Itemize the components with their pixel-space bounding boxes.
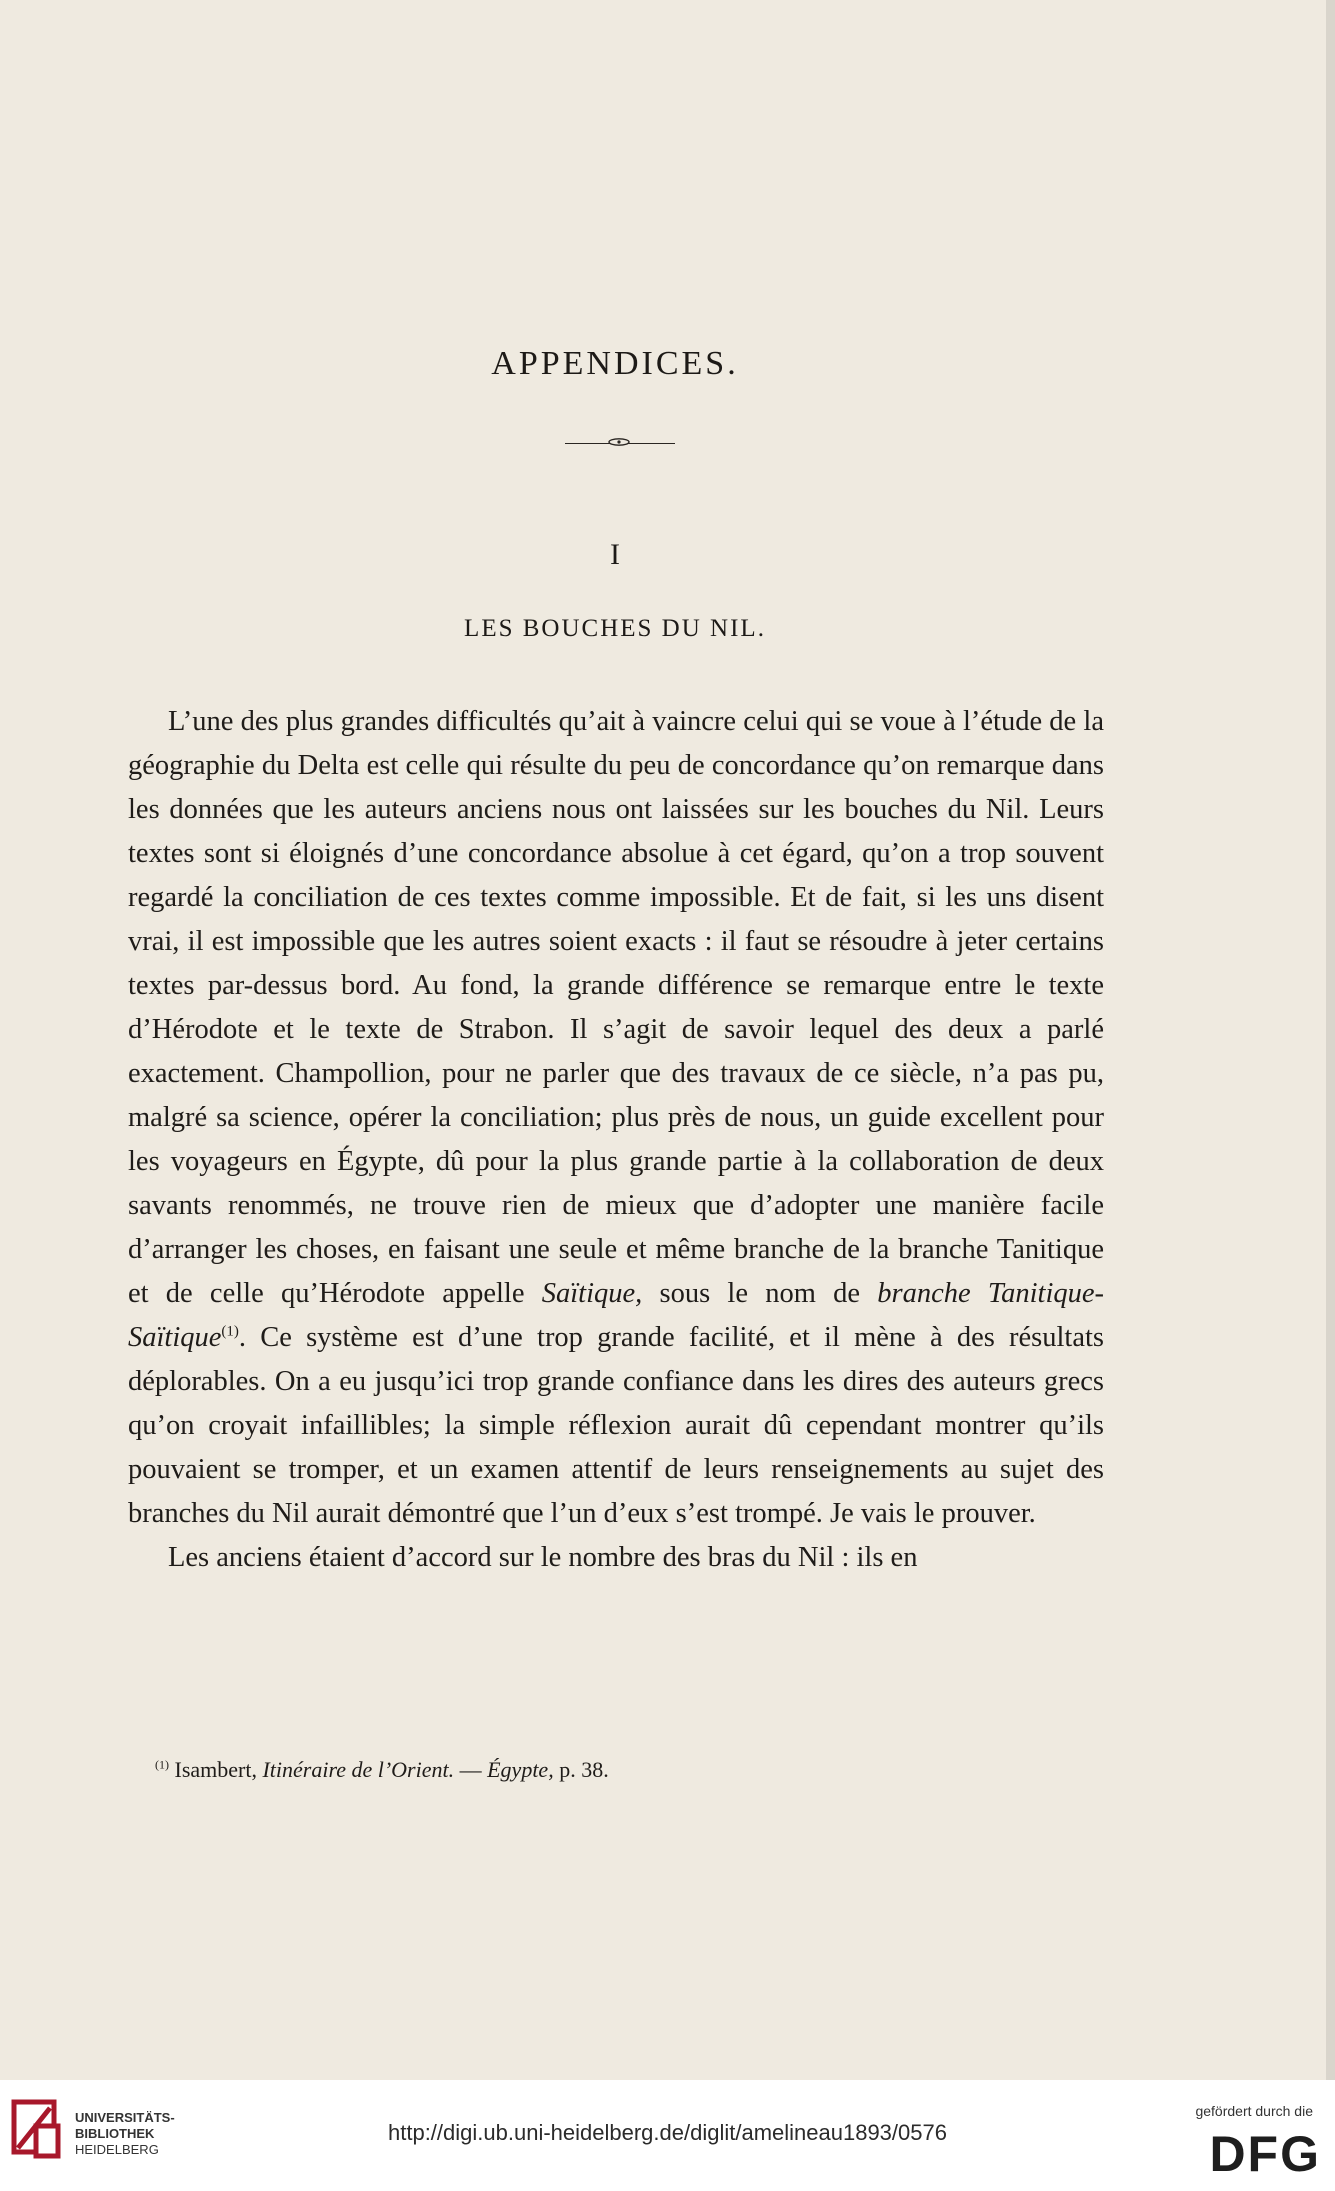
footnote-number: (1) xyxy=(155,1757,169,1772)
section-title: LES BOUCHES DU NIL. xyxy=(464,615,766,642)
paragraph-2: Les anciens étaient d’accord sur le nombre des bras du Nil : ils en xyxy=(168,1542,918,1573)
footnote-place: Égypte, xyxy=(487,1757,554,1782)
footnote-marker: (1) xyxy=(221,1323,239,1340)
body-text xyxy=(128,700,1104,1580)
saitique-term: Saïtique, xyxy=(541,1278,643,1309)
library-line-3: HEIDELBERG xyxy=(75,2142,159,2157)
paragraph-1-text: L’une des plus grandes difficultés qu’ait à vaincre celui qui se voue à l’étude de la géographie du Delta est celle qui résulte du peu de concordance qu’on remarque dans les données que les auteurs anciens nous ont laissées sur les bouches du Nil. Leurs textes sont si éloignés d’une concordance absolue à cet égard, qu’on a trop souvent regardé la conciliation de ces textes comme impossible. Et de fait, si les uns disent vrai, il est impossible que les autres soient exacts : il faut se résoudre à jeter certains textes par-dessus bord. Au fond, la grande différence se remarque entre le texte d’Hérodote et le texte de Strabon. Il s’agit de savoir lequel des deux a parlé exactement. Champollion, pour ne parler que des travaux de ce siècle, n’a pas pu, malgré sa science, opérer la conciliation; plus près de nous, un guide excellent pour les voyageurs en Égypte, dû pour la plus grande partie à la collaboration de deux savants renommés, ne trouve rien de mieux que d’adopter une manière facile d’arranger les choses, en faisant une seule et même branche de la branche Tanitique et de celle qu’Hérodote appelle xyxy=(128,706,1104,1309)
sous-le-nom: sous le nom de xyxy=(659,1278,861,1309)
page-heading: APPENDICES. xyxy=(491,345,739,382)
funded-by-label: gefördert durch die xyxy=(1195,2103,1313,2119)
rule-ornament-icon xyxy=(606,437,632,447)
library-line-2: BIBLIOTHEK xyxy=(75,2126,155,2141)
footnote xyxy=(155,1757,1055,1783)
section-number: I xyxy=(610,538,620,571)
paragraph-1 xyxy=(128,700,1104,1536)
footnote-page: p. 38. xyxy=(559,1757,609,1782)
permalink-url[interactable]: http://digi.ub.uni-heidelberg.de/diglit/amelineau1893/0576 xyxy=(388,2120,947,2145)
footnote-work: Itinéraire de l’Orient. xyxy=(262,1757,455,1782)
dfg-logo: DFG xyxy=(1209,2126,1321,2182)
footnote-author: Isambert, xyxy=(174,1757,257,1782)
footnote-dash: — xyxy=(459,1757,482,1782)
library-line-1: UNIVERSITÄTS- xyxy=(75,2110,175,2125)
paragraph-1-end: . Ce système est d’une trop grande facilité, et il mène à des résultats déplorables. On a eu jusqu’ici trop grande confiance dans les dires des auteurs grecs qu’on croyait infaillibles; la simple réflexion aurait dû cependant montrer qu’ils pouvaient se tromper, et un examen attentif de leurs renseignements au sujet des branches du Nil aurait démontré que l’un d’eux s’est trompé. Je vais le prouver. xyxy=(128,1322,1104,1529)
page-edge xyxy=(1326,0,1335,2080)
branche-term: branche Tanitique-Saïtique xyxy=(128,1278,1104,1353)
